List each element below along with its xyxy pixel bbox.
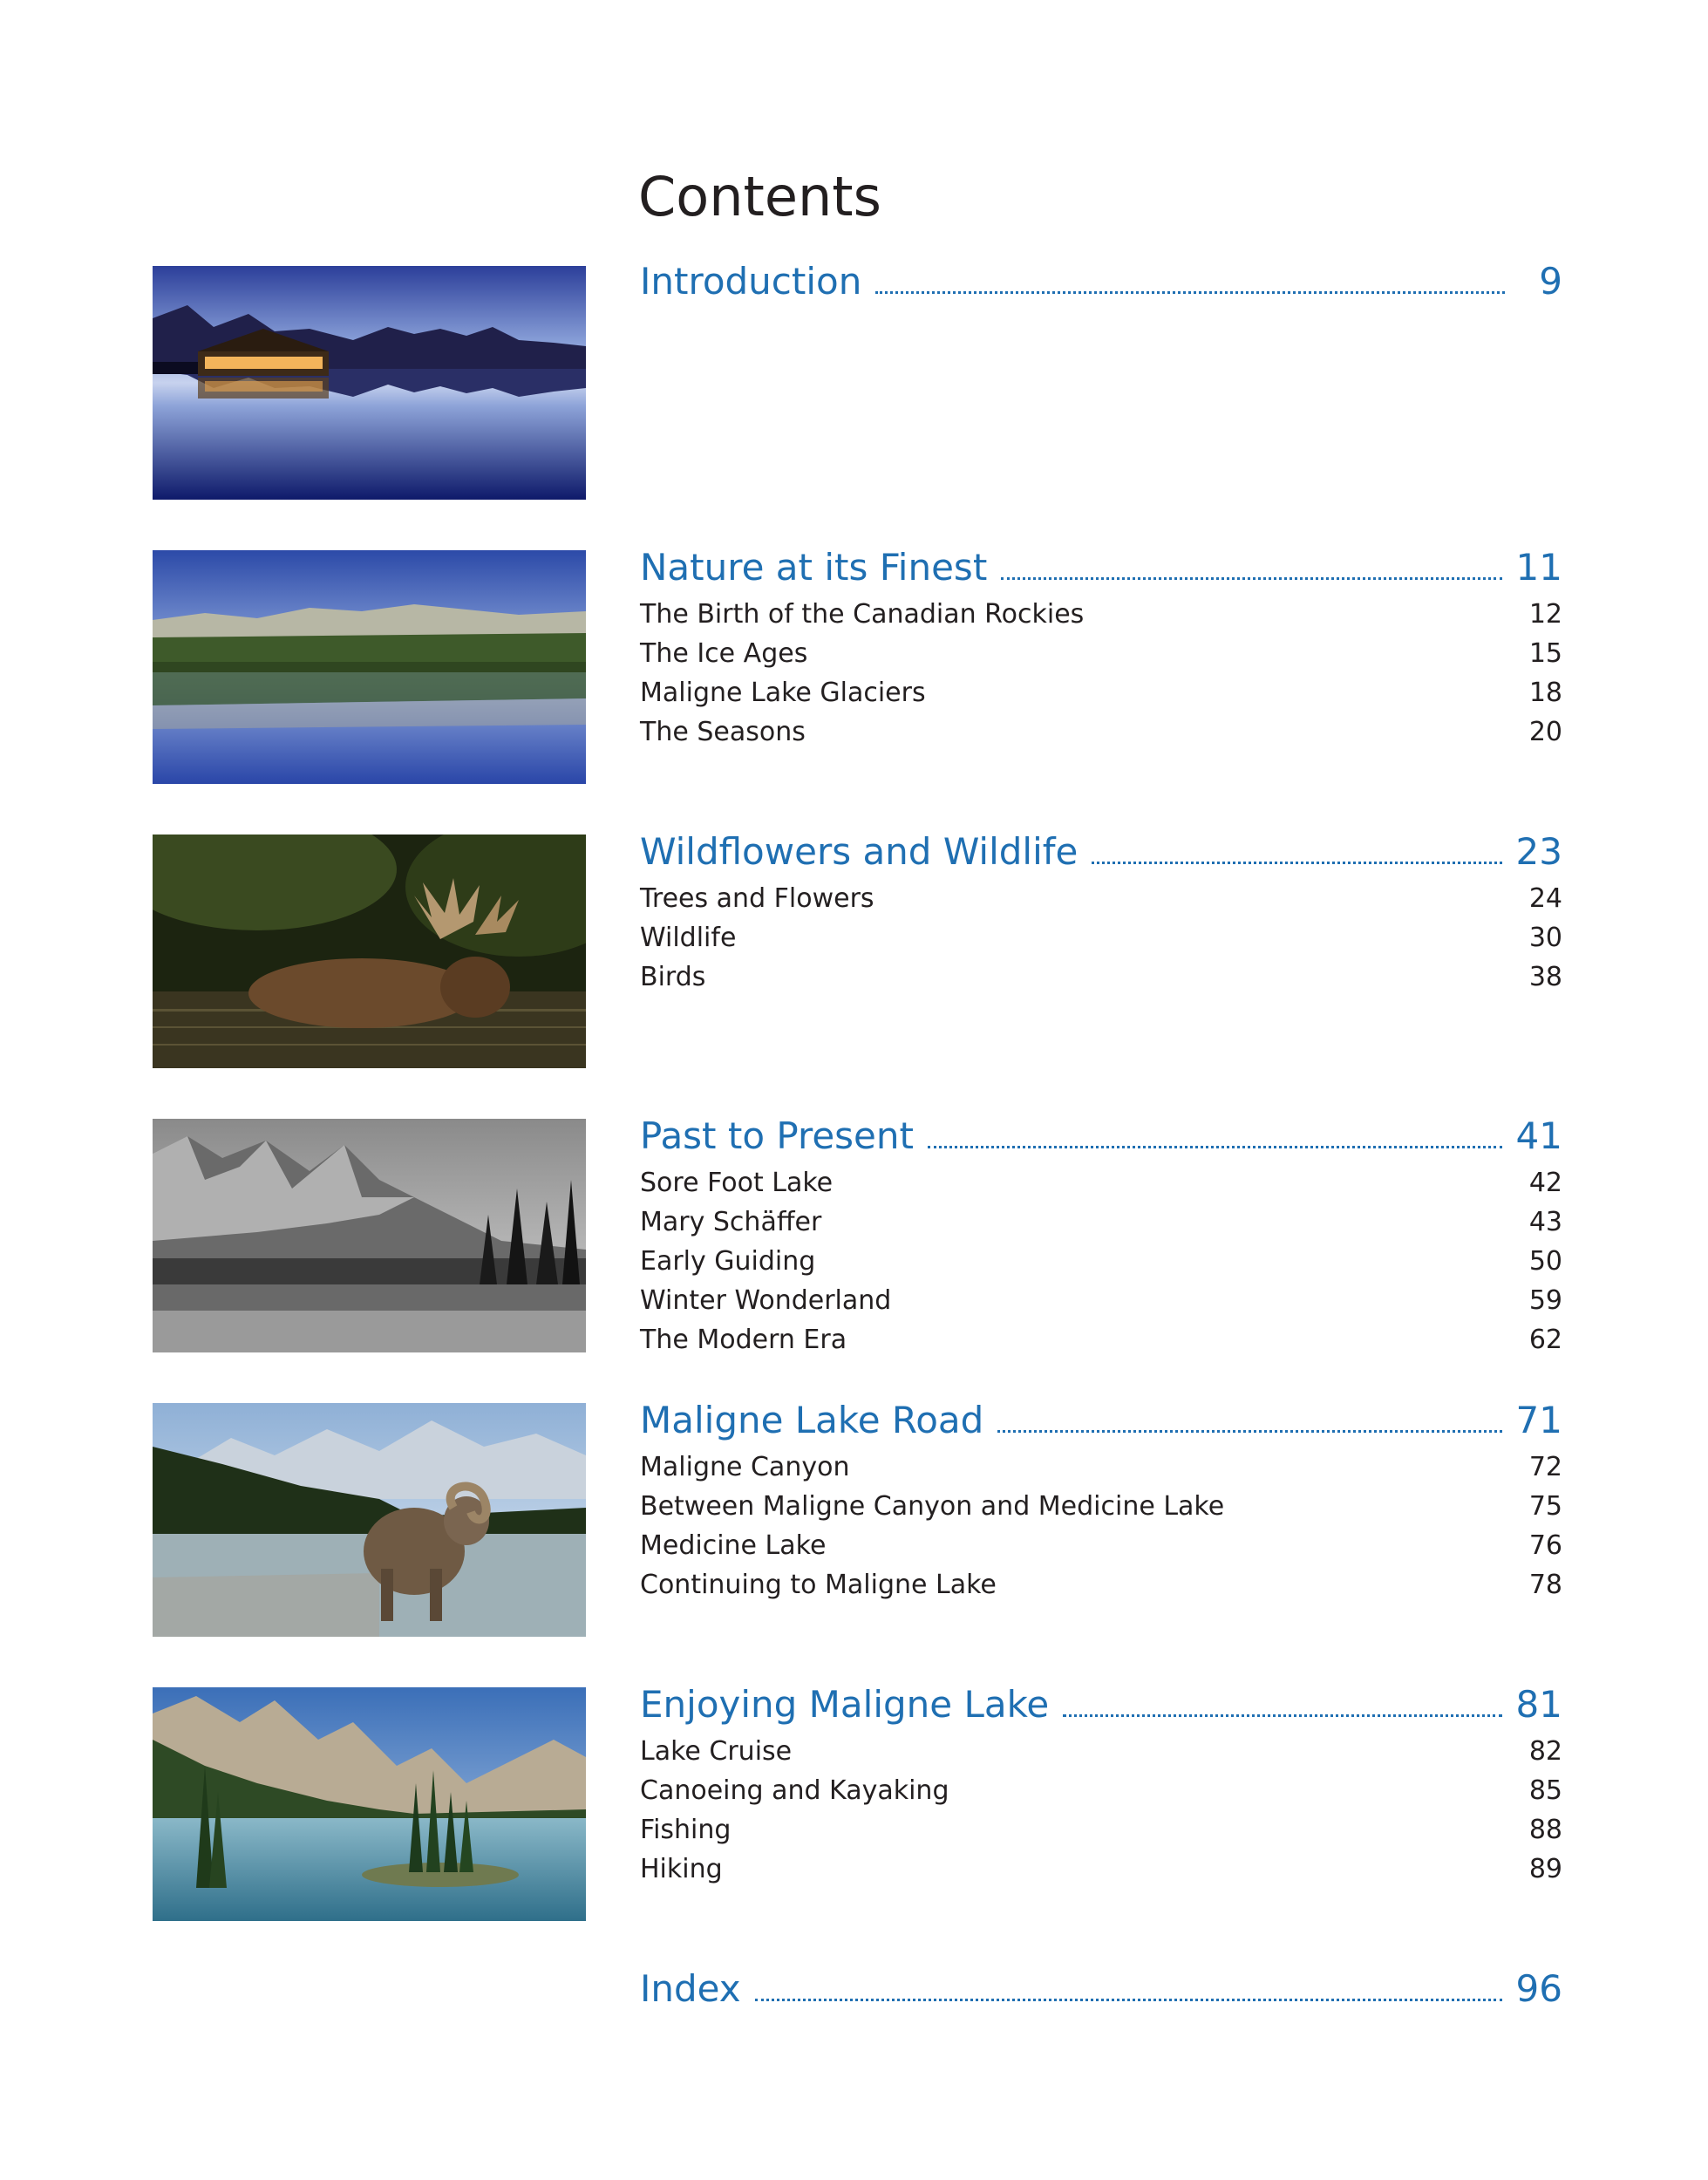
entry-page: 18 bbox=[1528, 678, 1562, 708]
toc-entry[interactable] bbox=[640, 1565, 1562, 1604]
entry-page: 20 bbox=[1528, 717, 1562, 747]
toc-entry[interactable] bbox=[640, 1448, 1562, 1487]
entry-title: The Birth of the Canadian Rockies bbox=[640, 599, 1085, 630]
toc-entry[interactable] bbox=[640, 673, 1562, 712]
photo-spirit-island-lake bbox=[153, 1687, 586, 1921]
toc-entry[interactable] bbox=[640, 1526, 1562, 1565]
leader-dots bbox=[1063, 1714, 1501, 1717]
entry-title: Maligne Canyon bbox=[640, 1452, 850, 1482]
toc-entry[interactable] bbox=[640, 1242, 1562, 1281]
photo-black-and-white-mountain-lake bbox=[153, 1119, 586, 1352]
page-title: Contents bbox=[638, 165, 881, 228]
section-nature-at-its-finest bbox=[640, 541, 1562, 752]
entry-title: Winter Wonderland bbox=[640, 1285, 892, 1316]
toc-entry[interactable] bbox=[640, 1850, 1562, 1889]
entry-page: 89 bbox=[1528, 1854, 1562, 1884]
entry-page: 30 bbox=[1528, 923, 1562, 953]
entry-title: Lake Cruise bbox=[640, 1736, 793, 1767]
photo-bighorn-sheep-by-lake bbox=[153, 1403, 586, 1637]
section-page: 23 bbox=[1515, 830, 1562, 873]
toc-entry[interactable] bbox=[640, 1281, 1562, 1320]
entry-title: Maligne Lake Glaciers bbox=[640, 678, 926, 708]
entry-title: The Ice Ages bbox=[640, 638, 808, 669]
entry-page: 72 bbox=[1528, 1452, 1562, 1482]
leader-dots bbox=[1092, 862, 1501, 864]
entry-page: 85 bbox=[1528, 1775, 1562, 1806]
section-heading[interactable] bbox=[640, 1109, 1562, 1163]
entry-page: 38 bbox=[1528, 962, 1562, 992]
toc-entry[interactable] bbox=[640, 1810, 1562, 1850]
section-heading[interactable] bbox=[640, 825, 1562, 879]
section-heading[interactable] bbox=[640, 541, 1562, 595]
entry-page: 59 bbox=[1528, 1285, 1562, 1316]
entry-title: Canoeing and Kayaking bbox=[640, 1775, 949, 1806]
toc-entry[interactable] bbox=[640, 634, 1562, 673]
entry-page: 43 bbox=[1528, 1207, 1562, 1237]
toc-entry[interactable] bbox=[640, 879, 1562, 918]
toc-entry[interactable] bbox=[640, 595, 1562, 634]
section-introduction bbox=[640, 255, 1562, 309]
entry-title: The Modern Era bbox=[640, 1325, 847, 1355]
entry-page: 62 bbox=[1528, 1325, 1562, 1355]
section-page: 81 bbox=[1515, 1683, 1562, 1726]
entry-title: Early Guiding bbox=[640, 1246, 816, 1277]
entry-page: 78 bbox=[1528, 1570, 1562, 1600]
section-title: Wildflowers and Wildlife bbox=[640, 830, 1079, 873]
toc-entry[interactable] bbox=[640, 1487, 1562, 1526]
section-page: 96 bbox=[1515, 1967, 1562, 2010]
photo-boathouse-at-dusk bbox=[153, 266, 586, 500]
section-heading[interactable] bbox=[640, 255, 1562, 309]
leader-dots bbox=[928, 1146, 1502, 1148]
photo-lake-forest-reflection bbox=[153, 550, 586, 784]
section-title: Index bbox=[640, 1967, 741, 2010]
entry-page: 76 bbox=[1528, 1530, 1562, 1561]
section-page: 9 bbox=[1539, 260, 1562, 303]
section-title: Nature at its Finest bbox=[640, 546, 988, 589]
entry-title: Between Maligne Canyon and Medicine Lake bbox=[640, 1491, 1225, 1522]
section-heading[interactable] bbox=[640, 1962, 1562, 2016]
section-index bbox=[640, 1962, 1562, 2016]
section-page: 41 bbox=[1515, 1114, 1562, 1157]
toc-entry[interactable] bbox=[640, 918, 1562, 957]
section-enjoying-maligne-lake bbox=[640, 1678, 1562, 1889]
entry-title: Medicine Lake bbox=[640, 1530, 827, 1561]
entry-page: 15 bbox=[1528, 638, 1562, 669]
section-page: 11 bbox=[1515, 546, 1562, 589]
entry-page: 24 bbox=[1528, 883, 1562, 914]
entry-title: Trees and Flowers bbox=[640, 883, 874, 914]
toc-entry[interactable] bbox=[640, 1202, 1562, 1242]
entry-title: Mary Schäffer bbox=[640, 1207, 822, 1237]
entry-title: Hiking bbox=[640, 1854, 723, 1884]
entry-title: Sore Foot Lake bbox=[640, 1168, 834, 1198]
section-heading[interactable] bbox=[640, 1678, 1562, 1732]
leader-dots bbox=[1001, 577, 1501, 580]
section-title: Past to Present bbox=[640, 1114, 914, 1157]
entry-title: Fishing bbox=[640, 1815, 732, 1845]
toc-entry[interactable] bbox=[640, 1732, 1562, 1771]
entry-page: 88 bbox=[1528, 1815, 1562, 1845]
section-heading[interactable] bbox=[640, 1393, 1562, 1448]
section-maligne-lake-road bbox=[640, 1393, 1562, 1604]
toc-entry[interactable] bbox=[640, 1771, 1562, 1810]
entry-page: 12 bbox=[1528, 599, 1562, 630]
section-past-to-present bbox=[640, 1109, 1562, 1359]
entry-title: Continuing to Maligne Lake bbox=[640, 1570, 997, 1600]
section-wildflowers-and-wildlife bbox=[640, 825, 1562, 997]
photo-moose-in-water bbox=[153, 835, 586, 1068]
entry-page: 82 bbox=[1528, 1736, 1562, 1767]
toc-entry[interactable] bbox=[640, 1163, 1562, 1202]
section-title: Enjoying Maligne Lake bbox=[640, 1683, 1050, 1726]
entry-title: Birds bbox=[640, 962, 706, 992]
entry-title: Wildlife bbox=[640, 923, 737, 953]
section-title: Maligne Lake Road bbox=[640, 1399, 984, 1441]
toc-entry[interactable] bbox=[640, 957, 1562, 997]
entry-page: 50 bbox=[1528, 1246, 1562, 1277]
entry-title: The Seasons bbox=[640, 717, 806, 747]
toc-entry[interactable] bbox=[640, 1320, 1562, 1359]
leader-dots bbox=[997, 1430, 1501, 1433]
leader-dots bbox=[875, 291, 1505, 294]
entry-page: 75 bbox=[1528, 1491, 1562, 1522]
toc-entry[interactable] bbox=[640, 712, 1562, 752]
leader-dots bbox=[755, 1999, 1502, 2001]
section-page: 71 bbox=[1515, 1399, 1562, 1441]
section-title: Introduction bbox=[640, 260, 862, 303]
entry-page: 42 bbox=[1528, 1168, 1562, 1198]
